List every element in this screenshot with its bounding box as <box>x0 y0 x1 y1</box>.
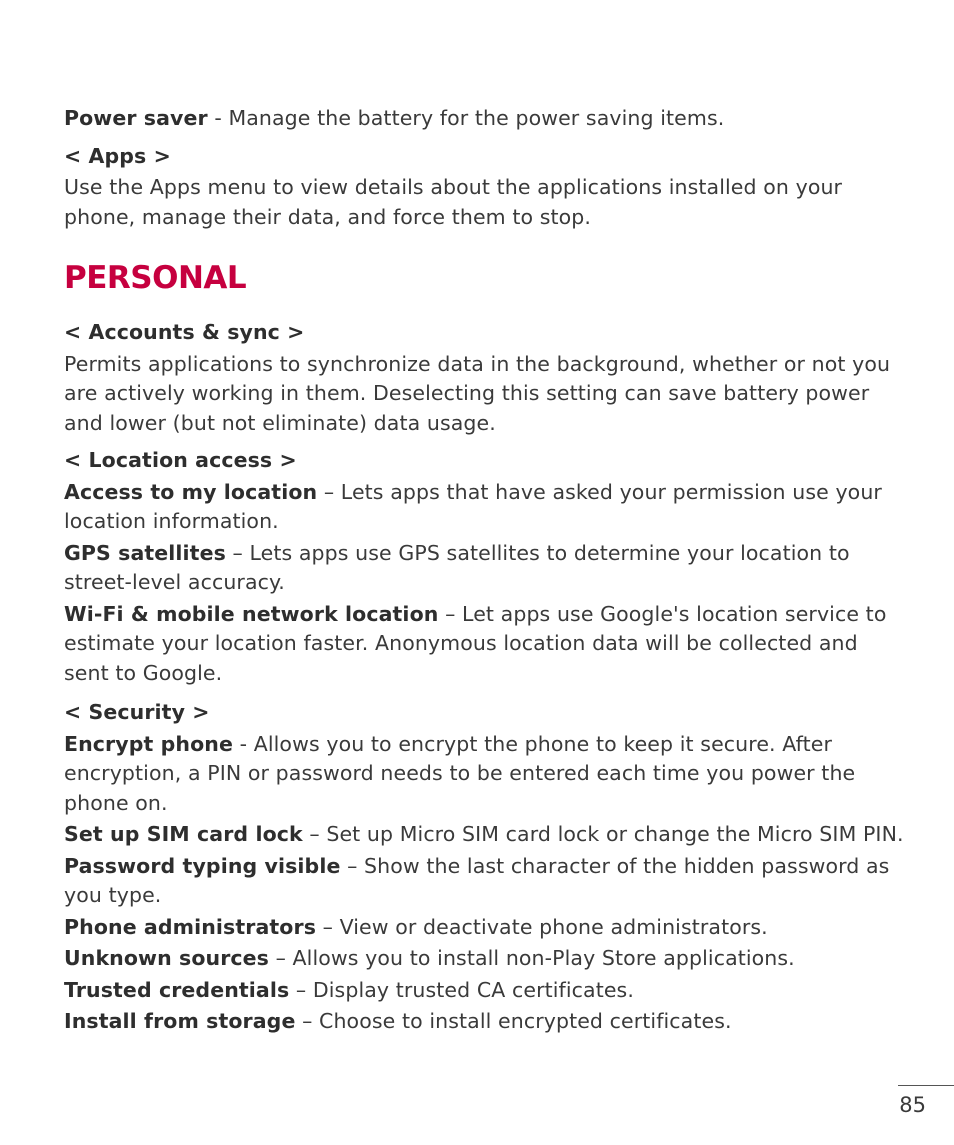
security-item-description: – Display trusted CA certificates. <box>289 977 634 1002</box>
apps-description: Use the Apps menu to view details about the applications installed on your phone, manage their data, and force them to stop. <box>64 175 843 229</box>
security-item-term: Install from storage <box>64 1009 296 1033</box>
security-item-description: – Allows you to install non-Play Store applications. <box>268 946 795 970</box>
security-item-trusted-credentials <box>64 976 904 1006</box>
location-item-description: – Let apps use Google's location service to estimate your location faster. Anonymous location data will be collected and sent to Google. <box>64 601 887 685</box>
page-number-rule <box>898 1085 954 1086</box>
security-item-description: - Allows you to encrypt the phone to keep it secure. After encryption, a PIN or password needs to be entered each time you power the phone on. <box>64 731 856 815</box>
location-item-wifi <box>64 600 904 689</box>
location-access-heading: < Location access > <box>64 448 297 472</box>
security-item-description: – View or deactivate phone administrators. <box>316 914 768 939</box>
security-item-phone-admins <box>64 913 904 943</box>
security-heading: < Security > <box>64 700 210 724</box>
security-item-install-storage <box>64 1007 904 1037</box>
security-item-term: Set up SIM card lock <box>64 822 303 846</box>
security-item-sim-lock <box>64 820 904 850</box>
location-item-gps <box>64 539 904 598</box>
location-item-access <box>64 478 904 537</box>
accounts-sync-heading: < Accounts & sync > <box>64 320 305 344</box>
security-item-unknown-sources <box>64 944 904 974</box>
power-saver-description: - Manage the battery for the power saving items. <box>207 106 725 130</box>
page-number: 85 <box>899 1093 926 1117</box>
security-item-term: Phone administrators <box>64 914 316 939</box>
location-item-term: Access to my location <box>64 479 318 504</box>
location-item-term: GPS satellites <box>64 540 226 565</box>
security-item-term: Unknown sources <box>64 946 269 970</box>
security-item-encrypt <box>64 730 904 819</box>
security-item-term: Trusted credentials <box>64 977 290 1002</box>
location-item-description: – Lets apps use GPS satellites to determine your location to street-level accuracy. <box>64 540 850 594</box>
location-item-description: – Lets apps that have asked your permission use your location information. <box>64 479 882 533</box>
manual-page-content <box>64 104 904 1039</box>
power-saver-term: Power saver <box>64 106 208 130</box>
power-saver-item <box>64 104 904 134</box>
security-item-description: – Choose to install encrypted certificates. <box>295 1009 732 1033</box>
security-item-password-visible <box>64 852 904 911</box>
security-item-term: Encrypt phone <box>64 731 233 756</box>
security-item-term: Password typing visible <box>64 853 341 878</box>
apps-heading: < Apps > <box>64 143 171 168</box>
spacer <box>64 690 904 698</box>
accounts-sync-description: Permits applications to synchronize data in the background, whether or not you are actively working in them. Deselecting this setting can save battery power and lower (but not eliminate) data usage. <box>64 351 891 435</box>
personal-section-title: PERSONAL <box>64 260 247 296</box>
location-item-term: Wi-Fi & mobile network location <box>64 601 439 626</box>
security-item-description: – Show the last character of the hidden password as you type. <box>64 853 890 907</box>
security-item-description: – Set up Micro SIM card lock or change the Micro SIM PIN. <box>302 822 904 846</box>
